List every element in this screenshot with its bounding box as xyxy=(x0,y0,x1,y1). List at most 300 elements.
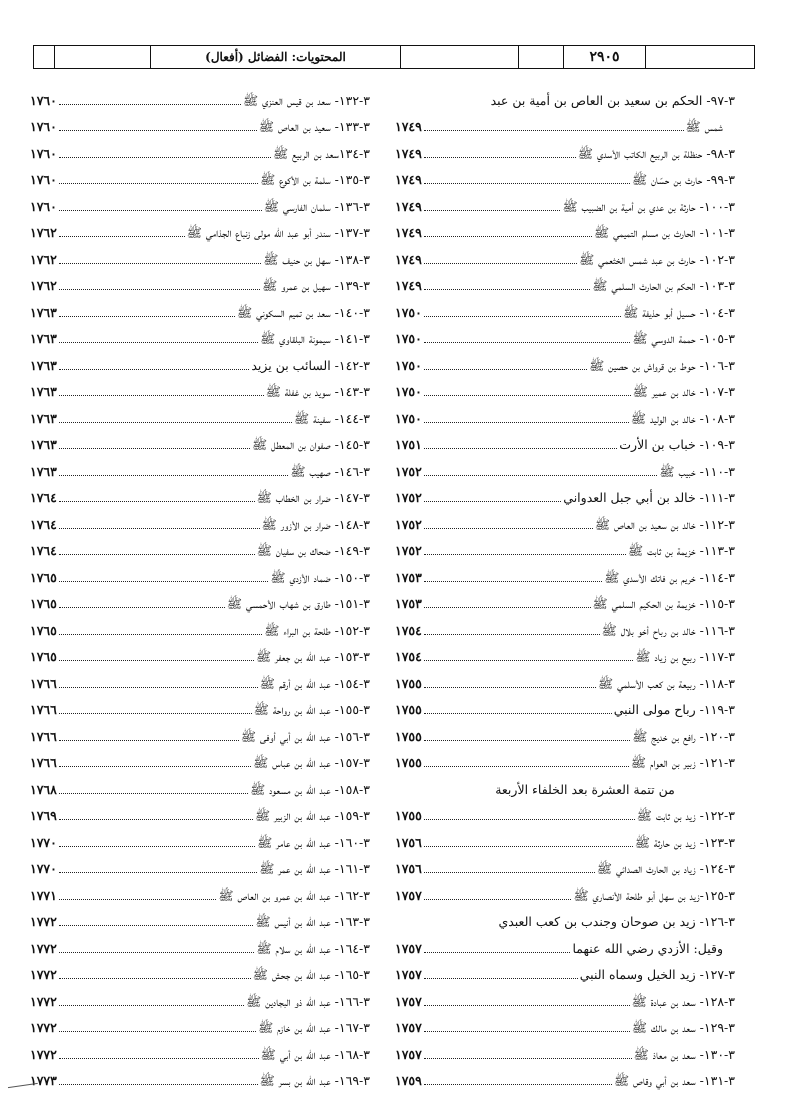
toc-entry xyxy=(395,771,735,798)
toc-entry-page: ١٧٥٢ xyxy=(395,463,422,479)
toc-entry-title: من تتمة العشرة بعد الخلفاء الأربعة xyxy=(495,781,675,797)
dot-leader xyxy=(424,501,561,502)
dot-leader xyxy=(59,263,261,264)
toc-entry xyxy=(30,188,370,215)
toc-entry-page: ١٧٦٦ xyxy=(30,675,57,691)
toc-entry-title: ٣-١٤٠- سعد بن تميم السكوني ﷺ xyxy=(237,304,370,320)
toc-entry-page: ١٧٥٠ xyxy=(395,357,422,373)
toc-entry-title: ٣-١٤١- سيمونة البلقاوي ﷺ xyxy=(260,331,370,346)
dot-leader xyxy=(424,183,630,184)
toc-entry-title: ٣-١٣٤سعد بن الربيع ﷺ xyxy=(273,145,370,161)
toc-entry-title: ٣-١٠٣- الحكم بن الحارث السلمي ﷺ xyxy=(592,278,735,293)
toc-entry-page: ١٧٥٠ xyxy=(395,304,422,320)
dot-leader xyxy=(424,1058,632,1059)
dot-leader xyxy=(59,925,254,926)
toc-entry-title: ٣-١٣٠- سعد بن معاذ ﷺ xyxy=(633,1046,735,1062)
toc-entry-page: ١٧٧٠ xyxy=(30,834,57,850)
toc-entry-title: وقيل: الأزدي رضي الله عنهما xyxy=(572,940,723,956)
toc-entry-title: ٣-١٥٣- عبد الله بن جعفر ﷺ xyxy=(255,649,370,664)
dot-leader xyxy=(59,210,262,211)
toc-entry-title: ٣-١٢٢- زيد بن ثابت ﷺ xyxy=(636,808,735,823)
toc-entry-page: ١٧٦٤ xyxy=(30,516,57,532)
toc-entry xyxy=(30,109,370,136)
toc-entry-title: ٣-١٠٠- حارثة بن عدي بن أمية بن الضبيب ﷺ xyxy=(562,198,735,214)
dot-leader xyxy=(59,1031,256,1032)
toc-entry xyxy=(30,824,370,851)
toc-entry-title: ٣-١٤٥- صفوان بن المعطل ﷺ xyxy=(251,437,370,452)
dot-leader xyxy=(59,766,251,767)
toc-entry-title: ٣-١٦٥- عبد الله بن جحش ﷺ xyxy=(252,967,370,982)
dot-leader xyxy=(59,952,255,953)
toc-entry-page: ١٧٦٤ xyxy=(30,543,57,558)
toc-entry xyxy=(30,639,370,666)
page-header xyxy=(33,45,755,69)
toc-entry-title: ٣-١٢٥-زيد بن سهل أبو طلحة الأنصاري ﷺ xyxy=(573,887,735,903)
toc-entry xyxy=(395,533,735,560)
toc-entry xyxy=(30,347,370,374)
toc-entry xyxy=(395,745,735,772)
toc-entry-page: ١٧٦٣ xyxy=(30,331,57,346)
dot-leader xyxy=(424,634,600,635)
toc-entry-title: ٣-١١٦- خالد بن رباح أخو بلال ﷺ xyxy=(601,622,735,638)
toc-entry xyxy=(30,665,370,692)
toc-entry-page: ١٧٥٠ xyxy=(395,384,422,399)
toc-entry-title: ٣-١٠٥- حممة الدوسي ﷺ xyxy=(632,331,735,346)
dot-leader xyxy=(59,395,264,396)
toc-entry-title: ٣-١٥١- طارق بن شهاب الأحمسي ﷺ xyxy=(226,596,370,611)
toc-entry-page: ١٧٦٥ xyxy=(30,622,57,638)
toc-entry xyxy=(395,559,735,586)
page-number: ٢٩٠٥ xyxy=(563,46,645,68)
toc-entry xyxy=(395,162,735,189)
toc-entry-page: ١٧٥٣ xyxy=(395,569,422,585)
dot-leader xyxy=(424,766,629,767)
toc-entry xyxy=(395,851,735,878)
dot-leader xyxy=(424,899,572,900)
toc-entry xyxy=(395,824,735,851)
toc-entry xyxy=(30,374,370,401)
toc-entry-page: ١٧٦٠ xyxy=(30,172,57,187)
toc-entry-title: شمس ﷺ xyxy=(685,119,723,134)
toc-entry-page: ١٧٥٤ xyxy=(395,649,422,664)
toc-entry xyxy=(395,188,735,215)
dot-leader xyxy=(59,899,217,900)
toc-entry xyxy=(30,241,370,268)
toc-entry xyxy=(395,321,735,348)
toc-entry-page: ١٧٥١ xyxy=(395,437,422,452)
toc-entry-title: ٣-١٠١- الحارث بن مسلم التميمي ﷺ xyxy=(594,225,735,240)
toc-entry-page: ١٧٦٣ xyxy=(30,437,57,452)
toc-entry-title: ٣-١٥٢- طلحة بن البراء ﷺ xyxy=(264,622,370,638)
toc-entry-title: ٣-١٤٤- سفينة ﷺ xyxy=(294,410,370,426)
toc-entry-page: ١٧٤٩ xyxy=(395,172,422,187)
dot-leader xyxy=(59,793,248,794)
toc-entry-page: ١٧٧٢ xyxy=(30,1020,57,1035)
toc-entry-title: ٣-١٦٧- عبد الله بن خازم ﷺ xyxy=(258,1020,370,1035)
dot-leader xyxy=(424,1005,630,1006)
toc-entry-page: ١٧٦٢ xyxy=(30,225,57,240)
toc-entry-title: ٣-١٣٩- سهيل بن عمرو ﷺ xyxy=(262,278,370,293)
toc-entry xyxy=(30,215,370,242)
toc-entry-title: ٣-١٦٠- عبد الله بن عامر ﷺ xyxy=(257,834,370,850)
toc-entry xyxy=(395,215,735,242)
header-empty-cell xyxy=(518,46,563,68)
toc-entry xyxy=(30,1036,370,1063)
toc-entry xyxy=(30,559,370,586)
toc-entry-title: ٣-١٤٦- صهيب ﷺ xyxy=(290,463,370,479)
dot-leader xyxy=(59,183,258,184)
dot-leader xyxy=(424,740,630,741)
toc-entry xyxy=(395,798,735,825)
toc-entry xyxy=(395,135,735,162)
toc-entry-page: ١٧٦٠ xyxy=(30,92,57,108)
dot-leader xyxy=(59,104,241,105)
toc-entry-title: ٣-١٤٢- السائب بن يزيد xyxy=(251,357,370,373)
toc-entry-page: ١٧٦٥ xyxy=(30,596,57,611)
dot-leader xyxy=(424,1084,612,1085)
toc-entry xyxy=(395,1036,735,1063)
toc-entry-title: ٣-١١٨- ربيعة بن كعب الأسلمي ﷺ xyxy=(598,675,735,691)
dot-leader xyxy=(424,289,590,290)
toc-entry-page: ١٧٦٢ xyxy=(30,251,57,267)
toc-entry-title: ٣-١١٥- خزيمة بن الحكيم السلمي ﷺ xyxy=(592,596,735,611)
toc-entry-page: ١٧٦٥ xyxy=(30,569,57,585)
toc-entry-title: ٣-١١١- خالد بن أبي جبل العدواني xyxy=(563,490,735,505)
dot-leader xyxy=(424,342,630,343)
toc-entry-page: ١٧٦٣ xyxy=(30,384,57,399)
dot-leader xyxy=(424,130,684,131)
toc-entry-page: ١٧٧٠ xyxy=(30,861,57,876)
toc-entry-page: ١٧٥٥ xyxy=(395,675,422,691)
toc-entry-page: ١٧٥٠ xyxy=(395,410,422,426)
toc-entry xyxy=(395,983,735,1010)
toc-entry xyxy=(395,294,735,321)
toc-entry xyxy=(30,930,370,957)
toc-entry-page: ١٧٥٧ xyxy=(395,940,422,956)
toc-entry xyxy=(395,109,735,136)
header-empty-cell xyxy=(645,46,754,68)
toc-entry-title: ٣-١٣١- سعد بن أبي وقاص ﷺ xyxy=(613,1073,735,1088)
toc-entry xyxy=(30,506,370,533)
toc-entry-page: ١٧٥٧ xyxy=(395,993,422,1009)
toc-entry-title: ٣-٩٨- حنظلة بن الربيع الكاتب الأسدي ﷺ xyxy=(577,145,735,161)
toc-entry xyxy=(30,957,370,984)
toc-entry-title: ٣-١٥٤- عبد الله بن أرقم ﷺ xyxy=(259,675,370,691)
toc-entry-page: ١٧٥٣ xyxy=(395,596,422,611)
toc-entry-page: ١٧٦٥ xyxy=(30,649,57,664)
toc-entry-title: ٣-١٠٤- حسيل أبو حذيفة ﷺ xyxy=(623,304,735,320)
toc-entry xyxy=(395,692,735,719)
toc-entry xyxy=(395,453,735,480)
toc-entry-page: ١٧٥٥ xyxy=(395,702,422,717)
toc-entry xyxy=(30,586,370,613)
toc-entry-page: ١٧٥٢ xyxy=(395,543,422,558)
dot-leader xyxy=(59,316,235,317)
dot-leader xyxy=(424,448,617,449)
dot-leader xyxy=(424,581,602,582)
toc-entry-page: ١٧٦٦ xyxy=(30,755,57,770)
dot-leader xyxy=(59,130,257,131)
toc-entry-page: ١٧٦٦ xyxy=(30,702,57,717)
dot-leader xyxy=(59,872,257,873)
dot-leader xyxy=(59,157,271,158)
toc-entry xyxy=(30,533,370,560)
toc-entry-title: ٣-١٦٦- عبد الله ذو البجادين ﷺ xyxy=(246,993,370,1009)
dot-leader xyxy=(424,528,593,529)
dot-leader xyxy=(59,713,252,714)
dot-leader xyxy=(59,1058,259,1059)
toc-entry xyxy=(395,612,735,639)
dot-leader xyxy=(59,1084,258,1085)
toc-entry xyxy=(395,374,735,401)
dot-leader xyxy=(59,978,251,979)
toc-entry-page: ١٧٤٩ xyxy=(395,225,422,240)
toc-entry-title: ٣-١٥٥- عبد الله بن رواحة ﷺ xyxy=(253,702,370,717)
toc-entry-title: ٣-١٢٤- زياد بن الحارث الصدائي ﷺ xyxy=(596,861,735,876)
toc-entry xyxy=(30,400,370,427)
toc-entry-page: ١٧٥٧ xyxy=(395,1046,422,1062)
toc-entry xyxy=(30,904,370,931)
toc-entry-title: ٣-١٢٣- زيد بن حارثة ﷺ xyxy=(634,834,735,850)
toc-entry-title: ٣-١٠٩- خباب بن الأرت xyxy=(619,437,735,452)
toc-entry-title: ٣-١١٢- خالد بن سعيد بن العاص ﷺ xyxy=(594,516,735,532)
toc-entry-page: ١٧٦٣ xyxy=(30,410,57,426)
dot-leader xyxy=(424,846,633,847)
dot-leader xyxy=(59,554,255,555)
dot-leader xyxy=(59,846,255,847)
toc-entry-title: ٣-١٣٨- سهل بن حنيف ﷺ xyxy=(263,251,370,267)
toc-entry-page: ١٧٧٢ xyxy=(30,940,57,956)
dot-leader xyxy=(424,369,587,370)
toc-entry-title: ٣-١٠٢- حارث بن عبد شمس الخثعمي ﷺ xyxy=(579,251,735,267)
toc-entry xyxy=(395,480,735,507)
toc-entry-page: ١٧٥٢ xyxy=(395,490,422,505)
dot-leader xyxy=(424,607,591,608)
toc-entry-page: ١٧٦٠ xyxy=(30,119,57,134)
toc-entry xyxy=(395,877,735,904)
toc-entry-title: ٣-١٦٩- عبد الله بن بسر ﷺ xyxy=(259,1073,370,1088)
dot-leader xyxy=(59,501,255,502)
toc-entry-title: ٣-١٦٨- عبد الله بن أبي ﷺ xyxy=(260,1046,370,1062)
margin-mark xyxy=(8,1083,38,1090)
toc-entry xyxy=(395,957,735,984)
toc-entry-title: ٣-١٣٢- سعد بن قيس العنزي ﷺ xyxy=(243,92,370,108)
toc-entry xyxy=(395,427,735,454)
toc-entry-page: ١٧٧٢ xyxy=(30,1046,57,1062)
toc-entry-title: ٣-١٣٦- سلمان الفارسي ﷺ xyxy=(263,198,370,214)
toc-right-column xyxy=(395,82,735,1089)
toc-entry xyxy=(30,798,370,825)
dot-leader xyxy=(59,1005,244,1006)
toc-entry-title: ٣-١٦٤- عبد الله بن سلام ﷺ xyxy=(256,940,370,956)
toc-entry-page: ١٧٦٣ xyxy=(30,463,57,479)
toc-entry-title: ٣-١١٩- رباح مولى النبي xyxy=(613,702,735,717)
toc-entry-page: ١٧٦٣ xyxy=(30,304,57,320)
toc-entry-page: ١٧٥٥ xyxy=(395,755,422,770)
toc-entry-title: ٣-٩٩- حارث بن حسّان ﷺ xyxy=(632,172,735,187)
toc-entry-page: ١٧٤٩ xyxy=(395,145,422,161)
toc-entry-title: ٣-١٣٥- سلمة بن الأكوع ﷺ xyxy=(260,172,370,187)
toc-entry-page: ١٧٦٤ xyxy=(30,490,57,505)
dot-leader xyxy=(59,289,260,290)
toc-entry-page: ١٧٦٠ xyxy=(30,145,57,161)
toc-entry-title: ٣-١٣٣- سعيد بن العاص ﷺ xyxy=(258,119,370,134)
toc-entry-page: ١٧٥٢ xyxy=(395,516,422,532)
dot-leader xyxy=(424,236,592,237)
dot-leader xyxy=(59,634,262,635)
toc-entry xyxy=(395,639,735,666)
toc-entry xyxy=(395,506,735,533)
toc-entry-page: ١٧٥٦ xyxy=(395,861,422,876)
toc-entry xyxy=(395,718,735,745)
toc-entry-title: ٣-١٠٧- خالد بن عمير ﷺ xyxy=(632,384,735,399)
toc-entry-title: ٣-١٠٨- خالد بن الوليد ﷺ xyxy=(630,410,735,426)
toc-entry-page: ١٧٦٦ xyxy=(30,728,57,744)
dot-leader xyxy=(424,952,571,953)
page-title: المحتويات: الفضائل (أفعال) xyxy=(150,46,400,68)
toc-entry-page: ١٧٤٩ xyxy=(395,198,422,214)
dot-leader xyxy=(59,236,185,237)
toc-entry xyxy=(30,135,370,162)
toc-entry xyxy=(30,1063,370,1090)
toc-entry xyxy=(395,904,735,931)
header-empty-cell xyxy=(400,46,518,68)
dot-leader xyxy=(59,607,225,608)
dot-leader xyxy=(59,422,292,423)
toc-entry-title: ٣-٩٧- الحكم بن سعيد بن العاص بن أمية بن عبد xyxy=(490,92,735,108)
toc-entry-page: ١٧٥٧ xyxy=(395,1020,422,1035)
toc-entry xyxy=(395,1063,735,1090)
dot-leader xyxy=(424,660,633,661)
dot-leader xyxy=(59,475,288,476)
dot-leader xyxy=(59,740,239,741)
toc-entry xyxy=(30,480,370,507)
toc-entry-title: ٣-١٣٧- سندر أبو عبد الله مولى زنباع الجذامي ﷺ xyxy=(186,225,370,240)
toc-entry-page: ١٧٥٤ xyxy=(395,622,422,638)
header-empty-cell xyxy=(54,46,150,68)
toc-entry-title: ٣-١٥٧- عبد الله بن عباس ﷺ xyxy=(253,755,370,770)
toc-entry-title: ٣-١٢١- زبير بن العوام ﷺ xyxy=(630,755,735,770)
dot-leader xyxy=(424,422,629,423)
toc-left-column xyxy=(30,82,370,1089)
toc-entry-title: ٣-١٤٩- ضحاك بن سفيان ﷺ xyxy=(256,543,370,558)
toc-entry-title: ٣-١٢٧- زيد الخيل وسماه النبي xyxy=(579,967,735,982)
toc-entry-title: ٣-١٥٨- عبد الله بن مسعود ﷺ xyxy=(250,781,370,797)
dot-leader xyxy=(424,475,658,476)
toc-entry-title: ٣-١٤٣- سويد بن غفلة ﷺ xyxy=(265,384,370,399)
toc-entry xyxy=(395,1010,735,1037)
toc-entry-page: ١٧٥٠ xyxy=(395,331,422,346)
toc-entry xyxy=(30,453,370,480)
toc-entry-title: ٣-١٢٦- زيد بن صوحان وجندب بن كعب العبدي xyxy=(498,914,735,929)
dot-leader xyxy=(59,448,250,449)
toc-entry xyxy=(30,427,370,454)
toc-entry-page: ١٧٥٦ xyxy=(395,834,422,850)
toc-entry xyxy=(30,983,370,1010)
dot-leader xyxy=(59,819,253,820)
dot-leader xyxy=(424,554,626,555)
dot-leader xyxy=(424,978,578,979)
toc-entry-title: ٣-١١٠- خبيب ﷺ xyxy=(659,463,735,479)
toc-entry-page: ١٧٧١ xyxy=(30,887,57,903)
toc-entry-page: ١٧٥٥ xyxy=(395,728,422,744)
dot-leader xyxy=(59,369,249,370)
dot-leader xyxy=(424,1031,630,1032)
dot-leader xyxy=(424,872,595,873)
toc-entry-page: ١٧٦٣ xyxy=(30,357,57,373)
toc-entry-title: ٣-١٢٩- سعد بن مالك ﷺ xyxy=(631,1020,735,1035)
dot-leader xyxy=(424,713,612,714)
toc-entry xyxy=(395,400,735,427)
toc-entry xyxy=(30,82,370,109)
dot-leader xyxy=(424,157,576,158)
toc-entry-title: ٣-١٢٨- سعد بن عبادة ﷺ xyxy=(631,993,735,1009)
toc-entry-title: ٣-١٦٣- عبد الله بن أنيس ﷺ xyxy=(255,914,370,929)
toc-entry xyxy=(30,718,370,745)
toc-entry xyxy=(30,294,370,321)
dot-leader xyxy=(424,687,596,688)
toc-entry xyxy=(30,162,370,189)
toc-entry-page: ١٧٥٥ xyxy=(395,808,422,823)
dot-leader xyxy=(59,581,269,582)
toc-entry xyxy=(395,268,735,295)
dot-leader xyxy=(59,528,260,529)
toc-entry-page: ١٧٥٧ xyxy=(395,887,422,903)
toc-entry xyxy=(30,321,370,348)
toc-entry-page: ١٧٥٩ xyxy=(395,1073,422,1088)
dot-leader xyxy=(424,210,561,211)
toc-entry-page: ١٧٤٩ xyxy=(395,278,422,293)
toc-entry-title: ٣-١٤٧- ضرار بن الخطاب ﷺ xyxy=(256,490,370,505)
dot-leader xyxy=(424,819,635,820)
header-empty-cell xyxy=(34,46,54,68)
toc-entry xyxy=(30,1010,370,1037)
toc-entry-page: ١٧٥٧ xyxy=(395,967,422,982)
toc-entry xyxy=(395,586,735,613)
toc-entry xyxy=(395,82,735,109)
toc-entry-title: ٣-١٥٩- عبد الله بن الزبير ﷺ xyxy=(255,808,370,823)
toc-entry-title: ٣-١٦٢- عبد الله بن عمرو بن العاص ﷺ xyxy=(218,887,370,903)
toc-entry-page: ١٧٤٩ xyxy=(395,251,422,267)
toc-entry xyxy=(30,877,370,904)
toc-entry-title: ٣-١٤٨- ضرار بن الأزور ﷺ xyxy=(261,516,370,532)
toc-entry-title: ٣-١٢٠- رافع بن خديج ﷺ xyxy=(632,728,735,744)
toc-entry xyxy=(395,241,735,268)
toc-entry xyxy=(395,347,735,374)
toc-entry-title: ٣-١١٧- ربيع بن زياد ﷺ xyxy=(635,649,735,664)
toc-entry-page: ١٧٦٢ xyxy=(30,278,57,293)
toc-entry-page: ١٧٦٨ xyxy=(30,781,57,797)
toc-entry-page: ١٧٧٢ xyxy=(30,967,57,982)
toc-entry-title: ٣-١٥٦- عبد الله بن أبي أوفى ﷺ xyxy=(240,728,370,744)
toc-entry xyxy=(30,612,370,639)
toc-entry xyxy=(30,692,370,719)
toc-entry-title: ٣-١٠٦- حوط بن قرواش بن حصين ﷺ xyxy=(589,357,735,373)
toc-entry-title: ٣-١١٤- خريم بن فاتك الأسدي ﷺ xyxy=(604,569,735,585)
dot-leader xyxy=(424,263,577,264)
toc-entry-title: ٣-١٦١- عبد الله بن عمر ﷺ xyxy=(259,861,370,876)
toc-entry xyxy=(30,851,370,878)
toc-entry xyxy=(395,930,735,957)
dot-leader xyxy=(59,687,258,688)
toc-entry-title: ٣-١٥٠- ضماد الأزدي ﷺ xyxy=(270,569,370,585)
toc-entry-page: ١٧٧٢ xyxy=(30,914,57,929)
toc-entry-page: ١٧٧٣ xyxy=(30,1073,57,1088)
toc-entry-page: ١٧٤٩ xyxy=(395,119,422,134)
toc-entry-page: ١٧٦٠ xyxy=(30,198,57,214)
toc-entry-page: ١٧٦٩ xyxy=(30,808,57,823)
toc-entry xyxy=(395,665,735,692)
